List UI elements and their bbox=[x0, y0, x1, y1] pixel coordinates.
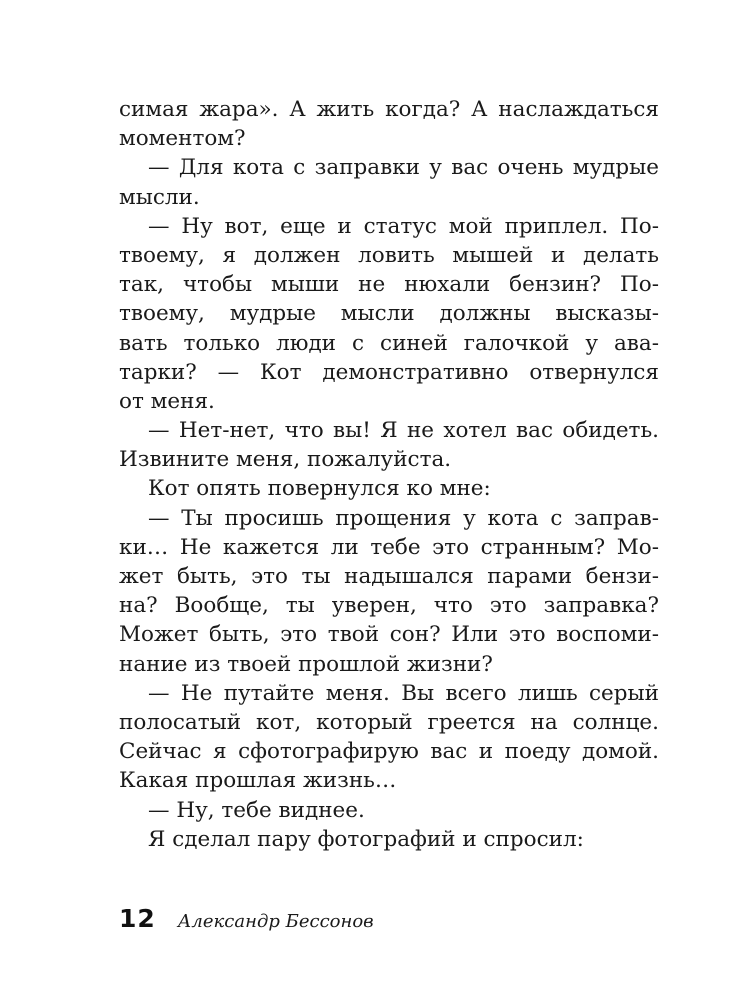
text-line: — Для кота с заправки у вас очень мудрые bbox=[148, 155, 659, 181]
text-line: жет быть, это ты надышался парами бензи- bbox=[119, 564, 659, 589]
text-line: мысли. bbox=[119, 184, 200, 210]
text-line: — Нет-нет, что вы! Я не хотел вас обидеть. bbox=[148, 418, 659, 444]
text-line: Извините меня, пожалуйста. bbox=[119, 447, 452, 473]
text-line: — Не путайте меня. Вы всего лишь серый bbox=[148, 680, 659, 706]
text-line: твоему, мудрые мысли должны высказы- bbox=[119, 301, 659, 327]
text-line: Какая прошлая жизнь… bbox=[119, 768, 397, 794]
page-footer bbox=[119, 904, 374, 936]
text-line: Сейчас я сфотографирую вас и поеду домой. bbox=[119, 739, 659, 765]
text-line: ки… Не кажется ли тебе это странным? Мо- bbox=[119, 534, 659, 560]
text-line: от меня. bbox=[119, 388, 215, 414]
body-text bbox=[119, 95, 659, 854]
text-line: Может быть, это твой сон? Или это воспоми- bbox=[119, 622, 659, 648]
text-line: Кот опять повернулся ко мне: bbox=[148, 476, 491, 502]
text-line: Я сделал пару фотографий и спросил: bbox=[148, 826, 584, 852]
text-line: вать только люди с синей галочкой у ава- bbox=[119, 330, 659, 356]
text-line: на? Вообще, ты уверен, что это заправка? bbox=[119, 593, 659, 619]
text-line: моментом? bbox=[119, 126, 246, 152]
text-line: — Ты просишь прощения у кота с заправ- bbox=[148, 505, 659, 531]
text-line: тарки? — Кот демонстративно отвернулся bbox=[119, 359, 659, 385]
running-author: Александр Бессонов bbox=[177, 911, 374, 932]
page-number: 12 bbox=[119, 904, 156, 933]
text-line: так, чтобы мыши не нюхали бензин? По- bbox=[119, 272, 659, 298]
text-line: полосатый кот, который греется на солнце. bbox=[119, 709, 659, 735]
text-line: симая жара». А жить когда? А наслаждаться bbox=[119, 97, 659, 122]
text-line: — Ну, тебе виднее. bbox=[148, 797, 365, 823]
text-line: — Ну вот, еще и статус мой приплел. По- bbox=[148, 213, 659, 239]
text-line: нание из твоей прошлой жизни? bbox=[119, 651, 493, 677]
text-line: твоему, я должен ловить мышей и делать bbox=[119, 242, 659, 268]
